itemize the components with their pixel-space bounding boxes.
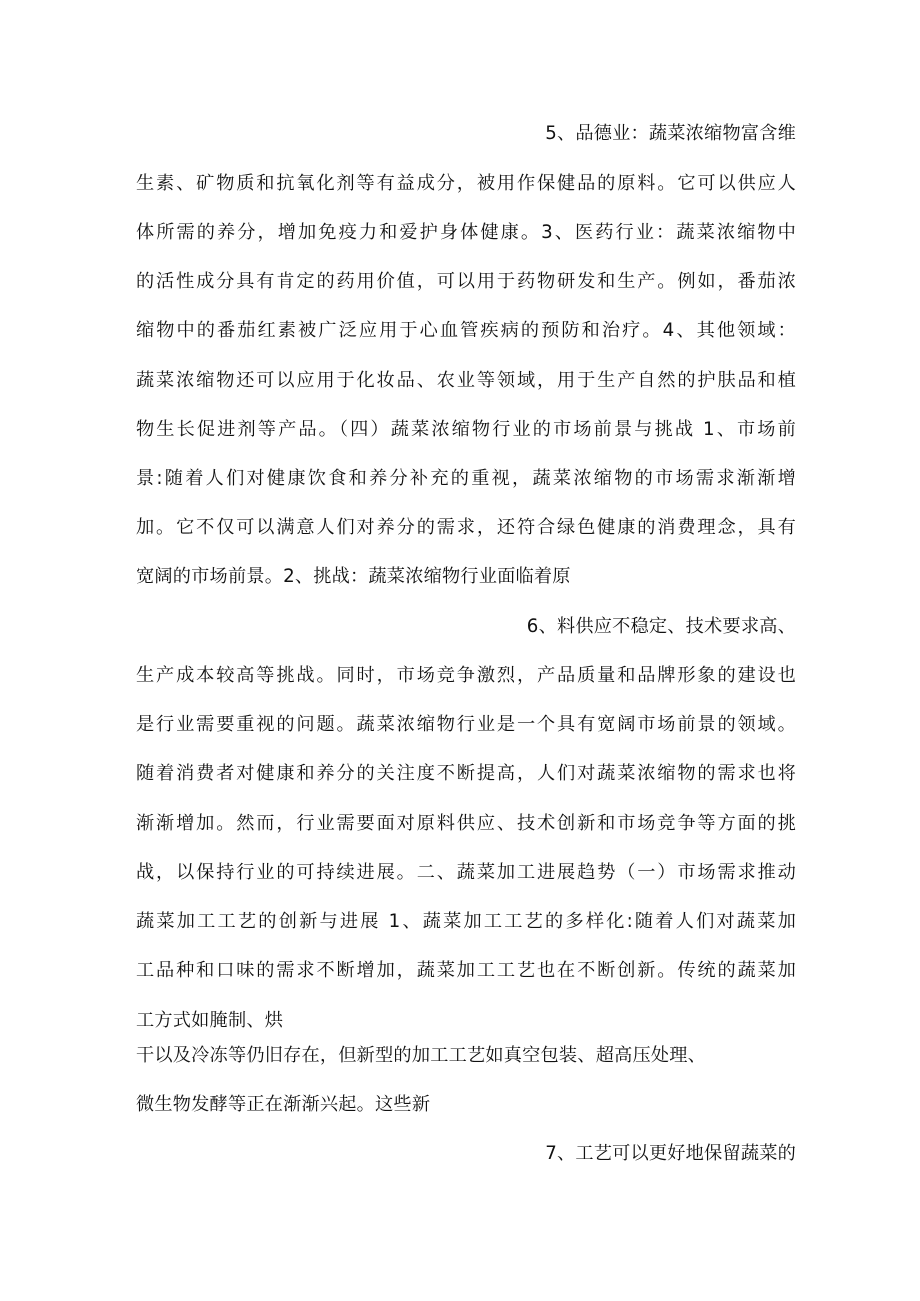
text-line: 生产成本较高等挑战。同时，市场竞争激烈，产品质量和品牌形象的建设也	[136, 665, 796, 686]
text-line: 7、工艺可以更好地保留蔬菜的	[545, 1143, 796, 1164]
text-line: 蔬菜加工工艺的创新与进展 1、蔬菜加工工艺的多样化:随着人们对蔬菜加	[136, 911, 796, 932]
text-line: 加。它不仅可以满意人们对养分的需求，还符合绿色健康的消费理念，具有	[136, 517, 796, 538]
text-line: 工方式如腌制、烘	[136, 1010, 284, 1031]
text-line: 随着消费者对健康和养分的关注度不断提高，人们对蔬菜浓缩物的需求也将	[136, 763, 796, 784]
text-line: 工品种和口味的需求不断增加，蔬菜加工工艺也在不断创新。传统的蔬菜加	[136, 960, 796, 981]
text-line: 是行业需要重视的问题。蔬菜浓缩物行业是一个具有宽阔市场前景的领域。	[136, 714, 796, 735]
text-line: 的活性成分具有肯定的药用价值，可以用于药物研发和生产。例如，番茄浓	[136, 271, 796, 292]
text-line: 6、料供应不稳定、技术要求高、	[526, 616, 796, 637]
text-line: 微生物发酵等正在渐渐兴起。这些新	[136, 1094, 431, 1115]
text-line: 渐渐增加。然而，行业需要面对原料供应、技术创新和市场竞争等方面的挑	[136, 813, 796, 834]
text-line: 干以及冷冻等仍旧存在，但新型的加工工艺如真空包装、超高压处理、	[136, 1045, 707, 1066]
text-line: 战，以保持行业的可持续进展。二、蔬菜加工进展趋势（一）市场需求推动	[136, 862, 796, 883]
text-line: 蔬菜浓缩物还可以应用于化妆品、农业等领域，用于生产自然的护肤品和植	[136, 370, 796, 391]
text-line: 缩物中的番茄红素被广泛应用于心血管疾病的预防和治疗。4、其他领域：	[136, 320, 796, 341]
text-line: 生素、矿物质和抗氧化剂等有益成分，被用作保健品的原料。它可以供应人	[136, 173, 796, 194]
text-line: 物生长促进剂等产品。（四）蔬菜浓缩物行业的市场前景与挑战 1、市场前	[136, 419, 796, 440]
text-line: 5、品德业：蔬菜浓缩物富含维	[545, 123, 796, 144]
text-line: 体所需的养分，增加免疫力和爱护身体健康。3、医药行业：蔬菜浓缩物中	[136, 222, 796, 243]
text-line: 景:随着人们对健康饮食和养分补充的重视，蔬菜浓缩物的市场需求渐渐增	[136, 468, 796, 489]
text-line: 宽阔的市场前景。2、挑战：蔬菜浓缩物行业面临着原	[136, 566, 571, 587]
